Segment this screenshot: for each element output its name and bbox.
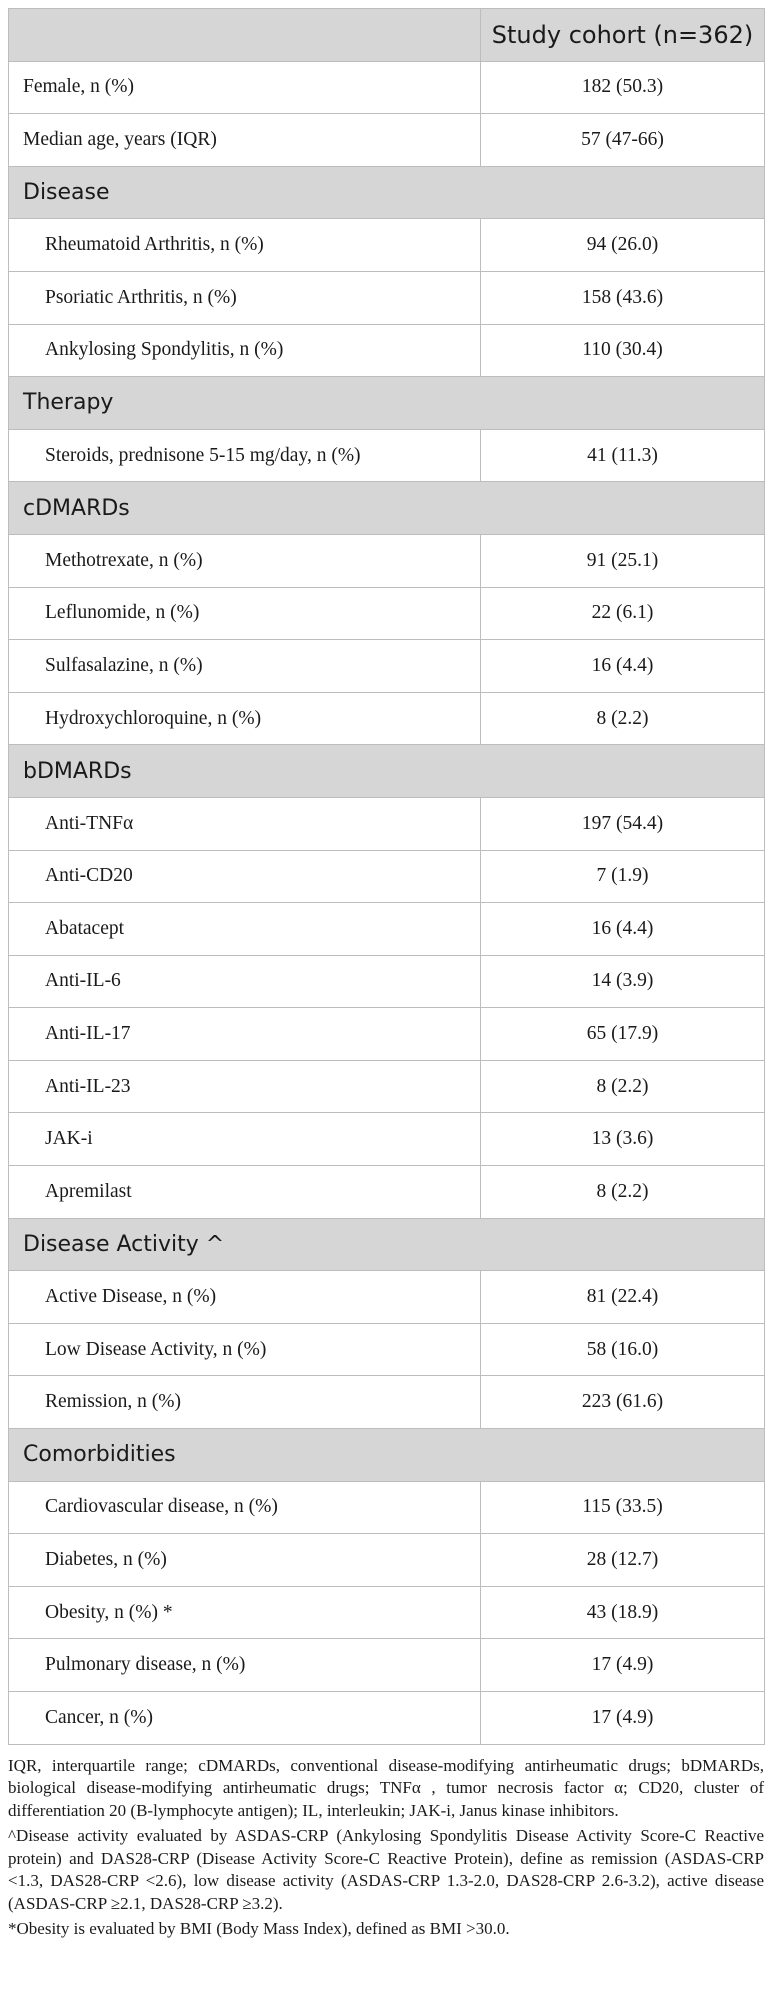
table-row bbox=[9, 1692, 765, 1745]
row-value: 14 (3.9) bbox=[481, 955, 765, 1008]
row-label: Anti-IL-23 bbox=[9, 1060, 481, 1113]
section-header-row bbox=[9, 166, 765, 219]
row-value: 16 (4.4) bbox=[481, 903, 765, 956]
table-row bbox=[9, 955, 765, 1008]
row-value: 8 (2.2) bbox=[481, 692, 765, 745]
section-label: bDMARDs bbox=[9, 745, 765, 798]
row-value: 182 (50.3) bbox=[481, 61, 765, 114]
row-label: Apremilast bbox=[9, 1166, 481, 1219]
row-value: 115 (33.5) bbox=[481, 1481, 765, 1534]
row-label: Hydroxychloroquine, n (%) bbox=[9, 692, 481, 745]
row-value: 110 (30.4) bbox=[481, 324, 765, 377]
row-label: JAK-i bbox=[9, 1113, 481, 1166]
table-footnotes bbox=[8, 1755, 764, 1941]
row-value: 41 (11.3) bbox=[481, 429, 765, 482]
row-label: Female, n (%) bbox=[9, 61, 481, 114]
table-row bbox=[9, 850, 765, 903]
row-label: Steroids, prednisone 5-15 mg/day, n (%) bbox=[9, 429, 481, 482]
table-row bbox=[9, 324, 765, 377]
row-value: 17 (4.9) bbox=[481, 1692, 765, 1745]
row-value: 43 (18.9) bbox=[481, 1586, 765, 1639]
table-row bbox=[9, 61, 765, 114]
section-header-row bbox=[9, 377, 765, 430]
row-label: Methotrexate, n (%) bbox=[9, 534, 481, 587]
table-row bbox=[9, 219, 765, 272]
row-value: 7 (1.9) bbox=[481, 850, 765, 903]
section-label: Comorbidities bbox=[9, 1429, 765, 1482]
row-label: Anti-IL-6 bbox=[9, 955, 481, 1008]
header-label-cell bbox=[9, 9, 481, 62]
row-value: 28 (12.7) bbox=[481, 1534, 765, 1587]
row-value: 13 (3.6) bbox=[481, 1113, 765, 1166]
row-label: Rheumatoid Arthritis, n (%) bbox=[9, 219, 481, 272]
table-row bbox=[9, 1271, 765, 1324]
row-label: Pulmonary disease, n (%) bbox=[9, 1639, 481, 1692]
cohort-table bbox=[8, 8, 765, 1745]
row-value: 94 (26.0) bbox=[481, 219, 765, 272]
row-label: Anti-IL-17 bbox=[9, 1008, 481, 1061]
row-label: Anti-CD20 bbox=[9, 850, 481, 903]
table-row bbox=[9, 1639, 765, 1692]
table-header-row bbox=[9, 9, 765, 62]
table-row bbox=[9, 1113, 765, 1166]
table-row bbox=[9, 114, 765, 167]
row-label: Sulfasalazine, n (%) bbox=[9, 640, 481, 693]
row-label: Remission, n (%) bbox=[9, 1376, 481, 1429]
row-value: 81 (22.4) bbox=[481, 1271, 765, 1324]
row-label: Psoriatic Arthritis, n (%) bbox=[9, 271, 481, 324]
table-row bbox=[9, 797, 765, 850]
table-row bbox=[9, 903, 765, 956]
table-row bbox=[9, 1376, 765, 1429]
table-row bbox=[9, 271, 765, 324]
table-row bbox=[9, 1060, 765, 1113]
row-label: Low Disease Activity, n (%) bbox=[9, 1323, 481, 1376]
row-label: Anti-TNFα bbox=[9, 797, 481, 850]
header-study-cohort: Study cohort (n=362) bbox=[481, 9, 765, 62]
row-value: 58 (16.0) bbox=[481, 1323, 765, 1376]
row-value: 223 (61.6) bbox=[481, 1376, 765, 1429]
row-label: Median age, years (IQR) bbox=[9, 114, 481, 167]
section-header-row bbox=[9, 1429, 765, 1482]
row-value: 8 (2.2) bbox=[481, 1060, 765, 1113]
table-row bbox=[9, 1166, 765, 1219]
row-value: 22 (6.1) bbox=[481, 587, 765, 640]
row-label: Active Disease, n (%) bbox=[9, 1271, 481, 1324]
section-label: cDMARDs bbox=[9, 482, 765, 535]
section-header-row bbox=[9, 482, 765, 535]
section-label: Disease bbox=[9, 166, 765, 219]
table-body bbox=[9, 61, 765, 1744]
table-row bbox=[9, 1008, 765, 1061]
row-label: Cardiovascular disease, n (%) bbox=[9, 1481, 481, 1534]
footnote: ^Disease activity evaluated by ASDAS-CRP (Ankylosing Spondylitis Disease Activity Score-C Reactive protein) and DAS28-CRP (Disease Activity Score-C Reactive Protein), define as remission (ASDAS-CRP <1.3, DAS28-CRP <2.6), low disease activity (ASDAS-CRP 1.3-2.0, DAS28-CRP 2.6-3.2), active disease (ASDAS-CRP ≥2.1, DAS28-CRP ≥3.2). bbox=[8, 1826, 764, 1913]
row-label: Obesity, n (%) * bbox=[9, 1586, 481, 1639]
row-label: Cancer, n (%) bbox=[9, 1692, 481, 1745]
table-row bbox=[9, 1323, 765, 1376]
document bbox=[8, 8, 764, 1944]
table-row bbox=[9, 587, 765, 640]
row-label: Ankylosing Spondylitis, n (%) bbox=[9, 324, 481, 377]
table-row bbox=[9, 1534, 765, 1587]
table-row bbox=[9, 429, 765, 482]
row-value: 65 (17.9) bbox=[481, 1008, 765, 1061]
section-header-row bbox=[9, 745, 765, 798]
section-header-row bbox=[9, 1218, 765, 1271]
row-value: 8 (2.2) bbox=[481, 1166, 765, 1219]
table-row bbox=[9, 640, 765, 693]
footnote: *Obesity is evaluated by BMI (Body Mass Index), defined as BMI >30.0. bbox=[8, 1919, 510, 1939]
row-value: 91 (25.1) bbox=[481, 534, 765, 587]
row-label: Diabetes, n (%) bbox=[9, 1534, 481, 1587]
section-label: Therapy bbox=[9, 377, 765, 430]
row-value: 57 (47-66) bbox=[481, 114, 765, 167]
table-row bbox=[9, 534, 765, 587]
row-value: 197 (54.4) bbox=[481, 797, 765, 850]
row-value: 16 (4.4) bbox=[481, 640, 765, 693]
row-label: Leflunomide, n (%) bbox=[9, 587, 481, 640]
footnote: IQR, interquartile range; cDMARDs, conventional disease-modifying antirheumatic drugs; bDMARDs, biological disease-modifying antirheumatic drugs; TNFα , tumor necrosis factor α; CD20, cluster of differentiation 20 (B-lymphocyte antigen); IL, interleukin; JAK-i, Janus kinase inhibitors. bbox=[8, 1755, 764, 1820]
table-row bbox=[9, 692, 765, 745]
table-row bbox=[9, 1481, 765, 1534]
row-value: 158 (43.6) bbox=[481, 271, 765, 324]
section-label: Disease Activity ^ bbox=[9, 1218, 765, 1271]
row-label: Abatacept bbox=[9, 903, 481, 956]
row-value: 17 (4.9) bbox=[481, 1639, 765, 1692]
table-row bbox=[9, 1586, 765, 1639]
